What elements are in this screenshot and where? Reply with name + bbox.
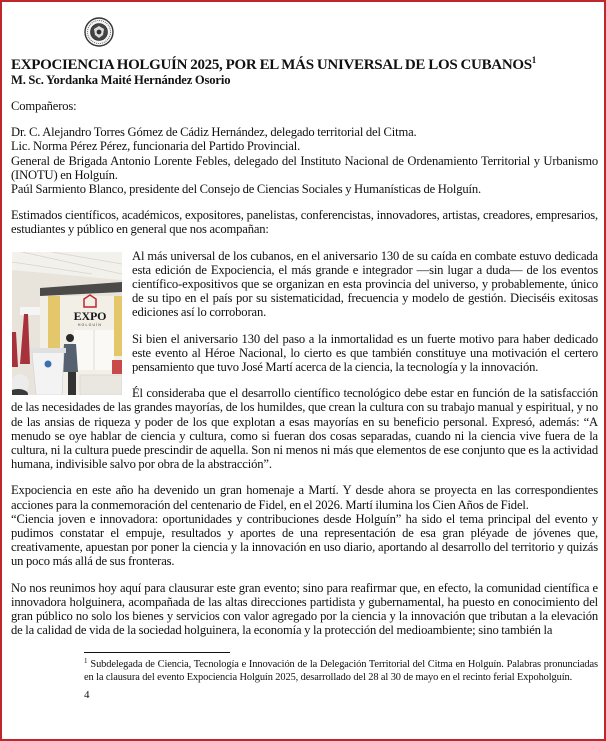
event-photo [12,252,122,395]
title-text: EXPOCIENCIA HOLGUÍN 2025, POR EL MÁS UNIVERSAL DE LOS CUBANOS [11,57,532,73]
event-photo-illustration [12,252,122,395]
author-line: M. Sc. Yordanka Maité Hernández Osorio [11,73,231,87]
page-number: 4 [84,689,90,702]
dignitaries-list [11,125,598,196]
photo-sign-text: EXPO [73,308,107,323]
footnote [84,658,598,685]
dignitary-line: Paúl Sarmiento Blanco, presidente del Consejo de Ciencias Sociales y Humanísticas de Holguín. [11,182,482,197]
document-title [11,57,598,73]
body-paragraph: Al más universal de los cubanos, en el aniversario 130 de su caída en combate estuvo dedicada esta edición de Expociencia, el más grande e integrador —sin lugar a duda— de los eventos científico-expositivos que se organizan en esta provincia del universo, y probablemente, único de su tipo en el país por su sistematicidad, frecuencia y modelo de gestión. Dieciséis exitosas ediciones así lo corroboran. [132,248,598,320]
photo-sign-subtext: HOLGUÍN [77,322,103,327]
salutation: Compañeros: [11,99,77,113]
body-paragraph: Expociencia en este año ha devenido un gran homenaje a Martí. Y desde ahora se proyecta en las correspondientes acciones para la conmemoración del centenario de Fidel, en el 2026. Martí ilumina los Cien Años de Fidel. [11,483,598,512]
greeting-paragraph: Estimados científicos, académicos, expositores, panelistas, conferencistas, innovadores, artistas, creadores, empresarios, estudiantes y público en general que nos acompañan: [11,208,598,237]
body-paragraph: No nos reunimos hoy aquí para clausurar este gran evento; sino para reafirmar que, en efecto, la comunidad científica e innovadora holguinera, acompañada de las altas direcciones partidista y gubernamental, ha puesto en conocimiento del gran público no solo los bienes y servicios con valor agregado por la ciencia y la innovación que tributan a la elevación de la calidad de vida de la sociedad holguinera, la economía y la protección del medioambiente; sino también la [11,580,598,638]
body-paragraph: “Ciencia joven e innovadora: oportunidades y contribuciones desde Holguín” ha sido el tema principal del evento y pudimos constatar el empuje, resultados y aportes de una representación de esa gran pléyade de jóvenes que, creativamente, apuestan por poner la ciencia y la innovación en uso diario, aportando al desarrollo del territorio y quizás un poco más allá de sus fronteras. [11,511,598,569]
title-footnote-ref[interactable]: 1 [531,55,536,65]
footnote-marker: 1 [84,656,88,665]
page-footer [84,652,598,706]
body-paragraph: Él consideraba que el desarrollo científico tecnológico debe estar en función de la satisfacción de las necesidades de las grandes mayorías, de los humildes, que crean la cultura con su trabajo manual y espiritual, y no de las ansias de riqueza y poder de los que explotan a esas mayorías en su beneficio personal. Expresó, además: “A menudo se oye hablar de ciencia y cultura, como si fueran dos cosas separadas, cuando ni la ciencia vive fuera de la cultura, ni la cultura puede prescindir de aquella. Son ni menos ni más que elementos de ese conjunto que es la actividad humana, indivisible salvo por obra de la abstracción”. [11,386,598,472]
footnote-text: Subdelegada de Ciencia, Tecnología e Innovación de la Delegación Territorial del Citma en Holguín. Palabras pronunciadas en la clausura del evento Expociencia Holguín 2025, desarrollado del 28 al 30 de mayo en el recinto ferial Expoholguín. [84,658,598,683]
body-paragraph: Si bien el aniversario 130 del paso a la inmortalidad es un fuerte motivo para haber dedicado este evento al Héroe Nacional, lo cierto es que también constituye una motivación el certero pensamiento que tuvo José Martí acerca de la ciencia, la tecnología y la innovación. [132,331,598,375]
dignitary-line: Lic. Norma Pérez Pérez, funcionaria del Partido Provincial. [11,139,301,154]
dignitary-line: Dr. C. Alejandro Torres Gómez de Cádiz Hernández, delegado territorial del Citma. [11,125,417,140]
document-body [11,57,598,638]
footnote-separator [84,652,230,653]
institutional-seal-icon [84,17,114,47]
seal-row [2,2,604,45]
dignitary-line: General de Brigada Antonio Lorente Febles, delegado del Instituto Nacional de Ordenamiento Territorial y Urbanismo (INOTU) en Holguín. [11,153,598,182]
